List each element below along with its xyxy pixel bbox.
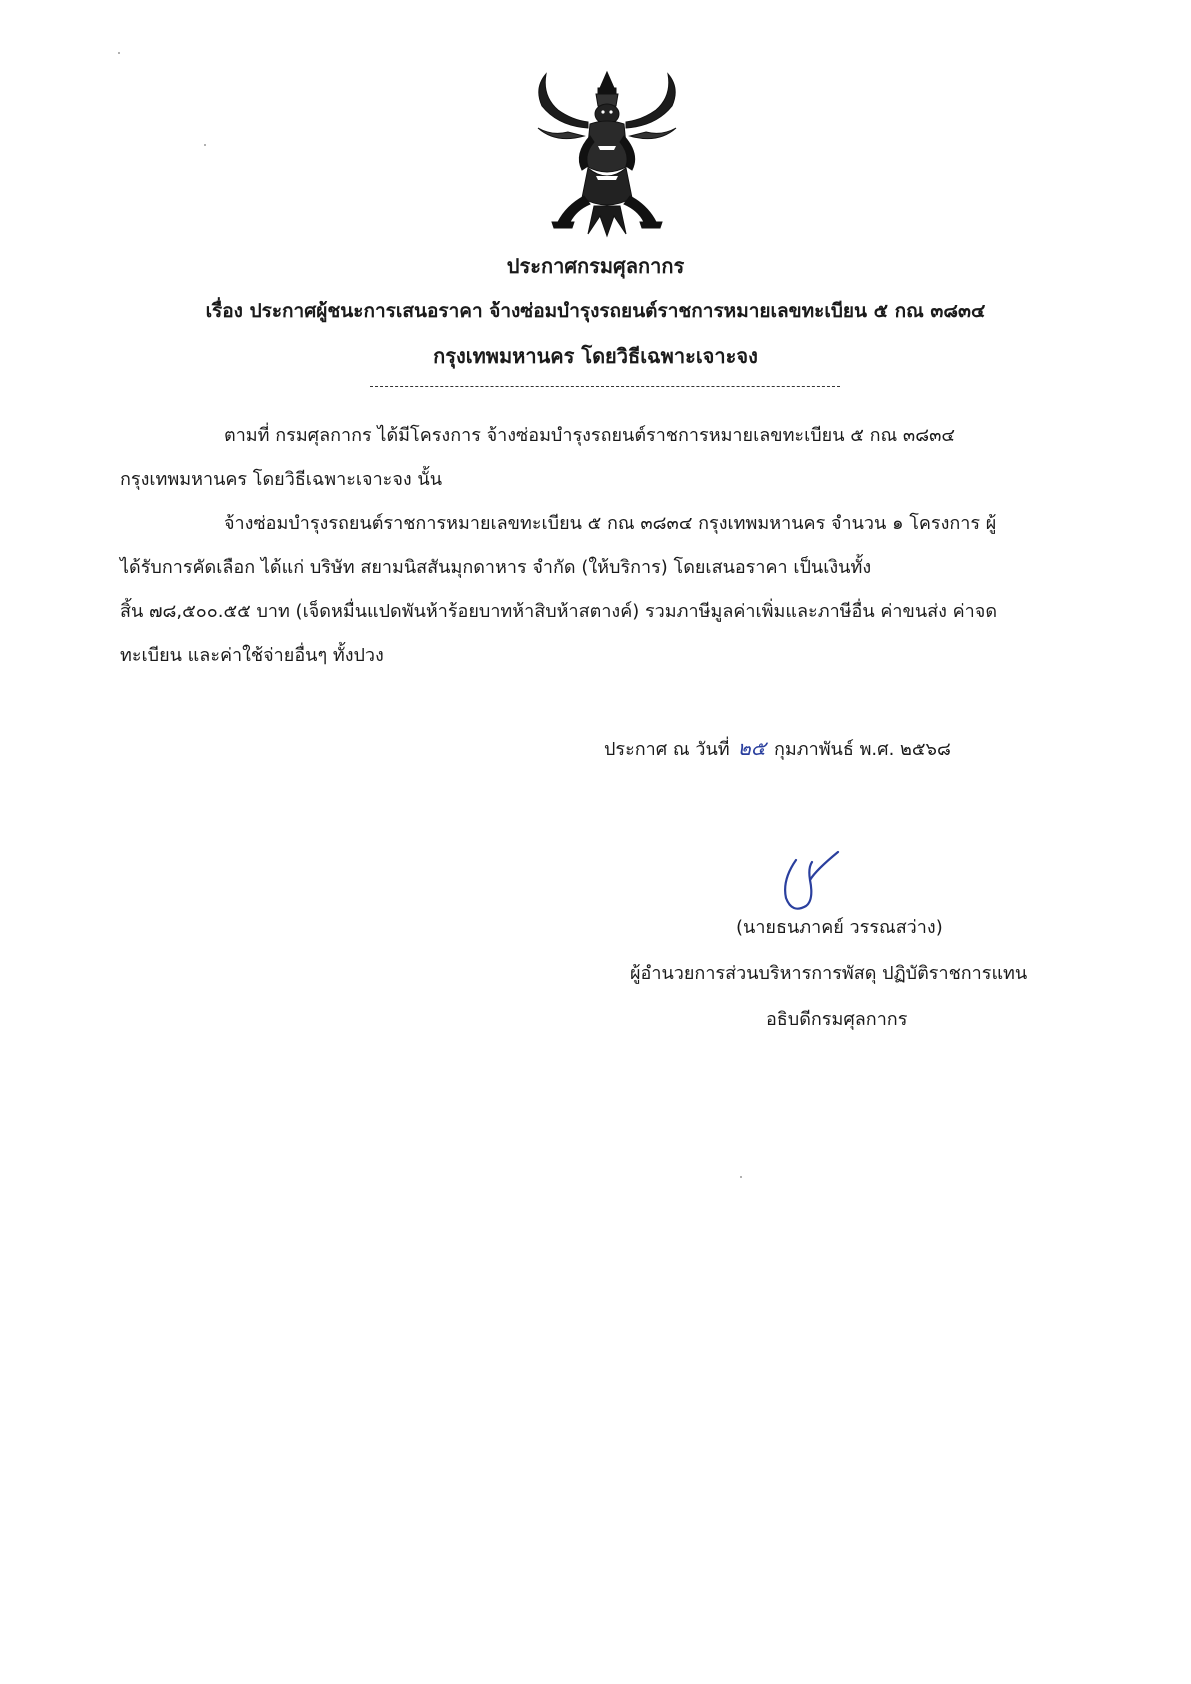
signatory-position-1: ผู้อำนวยการส่วนบริหารการพัสดุ ปฏิบัติราชการแทน [630, 963, 1028, 984]
announcement-date [604, 732, 951, 764]
handwritten-signature-icon [776, 850, 856, 920]
body-line-6: ทะเบียน และค่าใช้จ่ายอื่นๆ ทั้งปวง [120, 645, 384, 666]
body-line-3: จ้างซ่อมบำรุงรถยนต์ราชการหมายเลขทะเบียน ๕ กณ ๓๘๓๔ กรุงเทพมหานคร จำนวน ๑ โครงการ ผู้ [224, 513, 997, 534]
subject-line-1: เรื่อง ประกาศผู้ชนะการเสนอราคา จ้างซ่อมบำรุงรถยนต์ราชการหมายเลขทะเบียน ๕ กณ ๓๘๓๔ [205, 300, 986, 322]
divider [370, 386, 840, 387]
scan-speck [740, 1176, 742, 1178]
announcement-title: ประกาศกรมศุลกากร [506, 254, 685, 278]
date-month-year: กุมภาพันธ์ พ.ศ. ๒๕๖๘ [773, 739, 951, 760]
body-line-5: สิ้น ๗๘,๕๐๐.๕๕ บาท (เจ็ดหมื่นแปดพันห้าร้อยบาทห้าสิบห้าสตางค์) รวมภาษีมูลค่าเพิ่มและภาษีอื่น ค่าขนส่ง ค่าจด [120, 601, 998, 622]
signatory-position-2: อธิบดีกรมศุลกากร [766, 1009, 908, 1030]
garuda-emblem-icon [528, 66, 686, 238]
subject-line-2: กรุงเทพมหานคร โดยวิธีเฉพาะเจาะจง [433, 344, 758, 368]
body-line-4: ได้รับการคัดเลือก ได้แก่ บริษัท สยามนิสสันมุกดาหาร จำกัด (ให้บริการ) โดยเสนอราคา เป็นเงินทั้ง [120, 557, 872, 578]
signatory-name: (นายธนภาคย์ วรรณสว่าง) [736, 917, 943, 938]
date-day-handwritten: ๒๕ [737, 736, 766, 760]
body-line-1: ตามที่ กรมศุลกากร ได้มีโครงการ จ้างซ่อมบำรุงรถยนต์ราชการหมายเลขทะเบียน ๕ กณ ๓๘๓๔ [224, 425, 956, 446]
date-prefix: ประกาศ ณ วันที่ [604, 739, 730, 760]
scan-speck [118, 52, 120, 54]
scan-speck [204, 144, 206, 146]
body-line-2: กรุงเทพมหานคร โดยวิธีเฉพาะเจาะจง นั้น [120, 469, 443, 490]
